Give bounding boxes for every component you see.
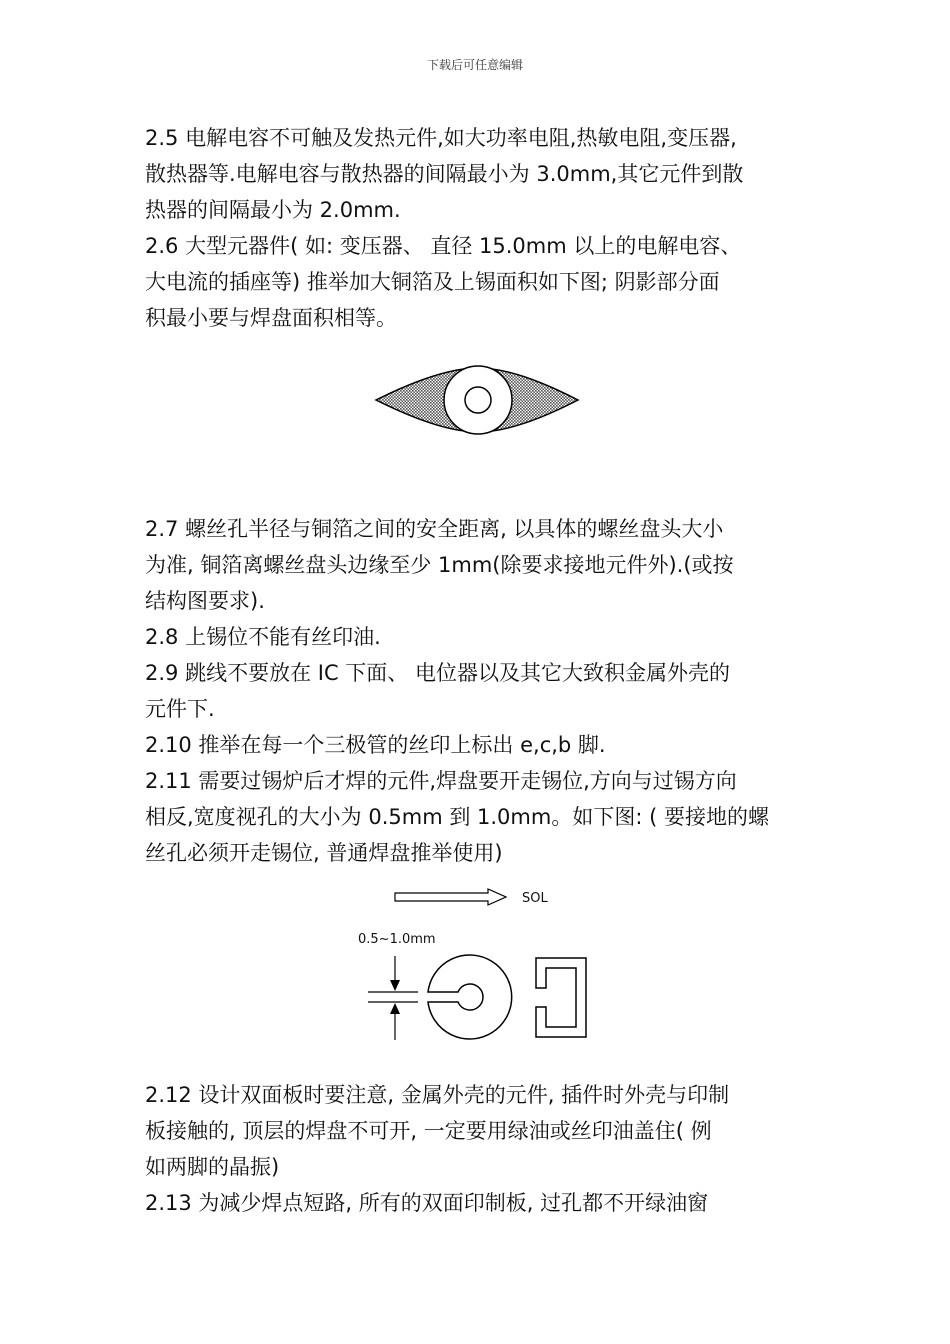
text-block-2 — [145, 511, 815, 871]
paragraph-2-7-line-3: 结构图要求). — [145, 589, 265, 613]
dimension-arrow-top-head — [390, 980, 400, 991]
paragraph-2-12-line-2: 板接触的, 顶层的焊盘不可开, 一定要用绿油或丝印油盖住( 例 — [145, 1119, 712, 1143]
paragraph-2-6-line-3: 积最小要与焊盘面积相等。 — [145, 306, 397, 330]
dimension-arrow-bottom-head — [390, 1003, 400, 1014]
page-header: 下载后可任意编辑 — [426, 58, 523, 72]
paragraph-2-11-line-1: 2.11 需要过锡炉后才焊的元件,焊盘要开走锡位,方向与过锡方向 — [145, 769, 737, 793]
paragraph-2-11-line-2: 相反,宽度视孔的大小为 0.5mm 到 1.0mm。如下图: ( 要接地的螺 — [145, 805, 769, 829]
paragraph-2-10-line-1: 2.10 推举在每一个三极管的丝印上标出 e,c,b 脚. — [145, 733, 606, 757]
paragraph-2-9-line-1: 2.9 跳线不要放在 IC 下面、 电位器以及其它大致积金属外壳的 — [145, 661, 730, 685]
paragraph-2-13-line-1: 2.13 为减少焊点短路, 所有的双面印制板, 过孔都不开绿油窗 — [145, 1191, 709, 1215]
round-pad-with-slot — [428, 955, 512, 1039]
solder-flow-figure — [350, 880, 600, 1050]
paragraph-2-7-line-1: 2.7 螺丝孔半径与铜箔之间的安全距离, 以具体的螺丝盘头大小 — [145, 517, 724, 541]
paragraph-2-7-line-2: 为准, 铜箔离螺丝盘头边缘至少 1mm(除要求接地元件外).(或按 — [145, 553, 734, 577]
rect-pad-with-slot — [536, 958, 586, 1037]
pad-hole — [465, 387, 491, 413]
paragraph-2-6-line-2: 大电流的插座等) 推举加大铜箔及上锡面积如下图; 阴影部分面 — [145, 270, 720, 294]
text-block-3 — [145, 1077, 815, 1221]
paragraph-2-8-line-1: 2.8 上锡位不能有丝印油. — [145, 625, 381, 649]
paragraph-2-5-line-3: 热器的间隔最小为 2.0mm. — [145, 198, 401, 222]
enlarged-pad-figure — [370, 360, 584, 440]
paragraph-2-9-line-2: 元件下. — [145, 697, 215, 721]
paragraph-2-11-line-3: 丝孔必须开走锡位, 普通焊盘推举使用) — [145, 841, 503, 865]
text-block-1 — [145, 120, 815, 336]
flow-direction-arrow — [395, 889, 506, 905]
paragraph-2-6-line-1: 2.6 大型元器件( 如: 变压器、 直径 15.0mm 以上的电解电容、 — [145, 234, 742, 258]
sol-label: SOL — [522, 891, 548, 906]
paragraph-2-12-line-3: 如两脚的晶振) — [145, 1155, 280, 1179]
paragraph-2-5-line-1: 2.5 电解电容不可触及发热元件,如大功率电阻,热敏电阻,变压器, — [145, 126, 737, 150]
width-label: 0.5~1.0mm — [358, 932, 436, 947]
paragraph-2-12-line-1: 2.12 设计双面板时要注意, 金属外壳的元件, 插件时外壳与印制 — [145, 1083, 730, 1107]
paragraph-2-5-line-2: 散热器等.电解电容与散热器的间隔最小为 3.0mm,其它元件到散 — [145, 162, 744, 186]
